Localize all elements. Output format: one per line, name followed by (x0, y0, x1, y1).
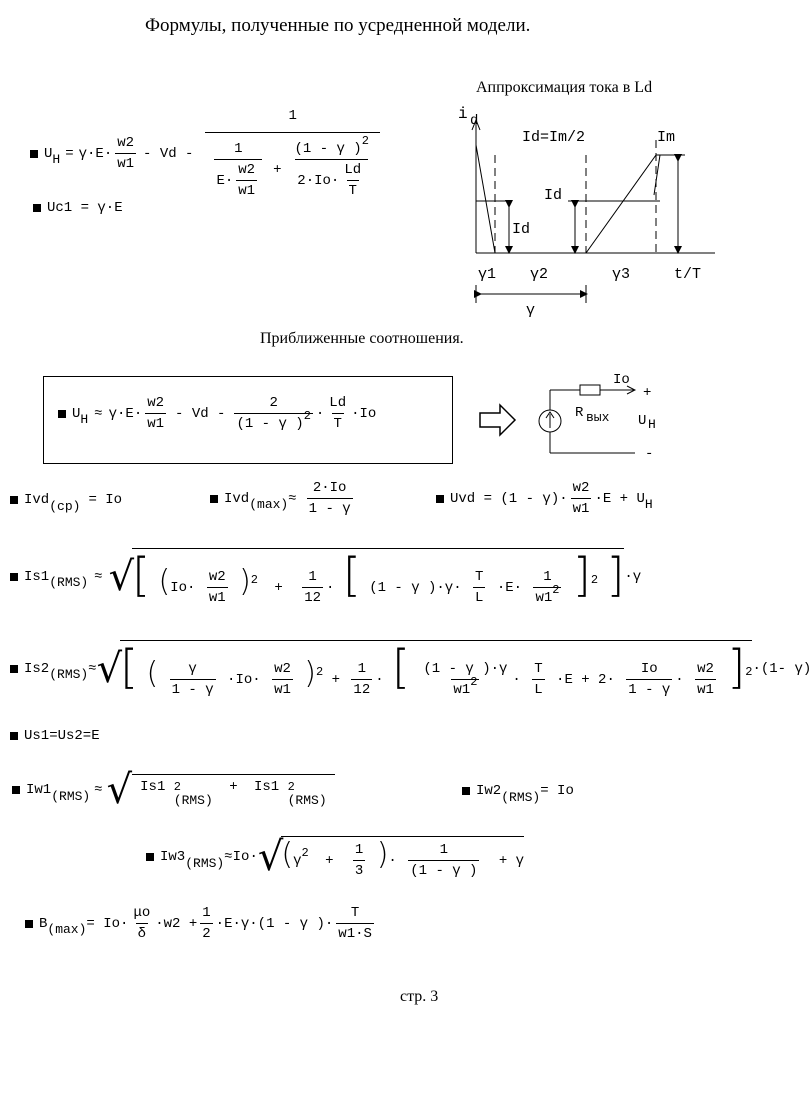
bullet-icon (25, 920, 33, 928)
svg-text:Id: Id (512, 221, 531, 238)
bullet-icon (10, 573, 18, 581)
formula-ivd-cp: Ivd (cp) = Io (10, 492, 122, 508)
bullet-icon (33, 204, 41, 212)
svg-text:γ3: γ3 (612, 266, 631, 283)
svg-text:Im: Im (657, 129, 676, 146)
bullet-icon (10, 665, 18, 673)
svg-text:i: i (458, 105, 468, 123)
formula-is1: Is1 (RMS) ≈ √ [ (Io· $\frac{w2}{w1}$ )2 + $\frac{1}{12}$ · [ (1 - γ )·γ· $\frac{T}{L}$ ·E· $\frac{1}{w12}$ ]2 ] ·γ (10, 548, 641, 606)
bullet-icon (30, 150, 38, 158)
approximation-title: Аппроксимация тока в Ld (476, 79, 653, 96)
bullet-icon (436, 495, 444, 503)
svg-text:γ: γ (526, 302, 536, 319)
formula-ivd-max: Ivd (max) ≈ $\frac{2\cdot Io}{1 - \gamma}$ (210, 480, 356, 517)
bullet-icon (12, 786, 20, 794)
svg-text:Io: Io (613, 372, 630, 388)
resistor-icon (580, 385, 600, 395)
equivalent-circuit (535, 368, 715, 463)
right-arrow-icon (478, 403, 518, 437)
svg-text:R: R (575, 405, 584, 421)
formula-bmax: B (max) = Io· $\frac{\mu o}{\delta}$ ·w2 + $\frac{1}{2}$ ·E·γ·(1 - γ )· $\frac{T}{w1\cdot S}$ (25, 905, 377, 942)
formula-is2: Is2 (RMS) ≈ √ [ ( $\frac{\gamma}{1 - \gamma}$ ·Io· $\frac{w2}{w1}$ )2 + $\frac{1}{12}$ · [ $\frac{(1 - \gamma )\cdot\gamma}{w12}$ · $\frac{T}{L}$ ·E + 2· $\frac{Io}{1 - \gamma}$ · $\frac{w2}{w1}$ ]2 ·(1- γ) (10, 640, 811, 698)
svg-text:+: + (643, 385, 652, 401)
formula-us: Us1=Us2=E (10, 728, 100, 744)
bullet-icon (146, 853, 154, 861)
formula-iw2: Iw2 (RMS) = Io (462, 783, 574, 799)
bullet-icon (10, 496, 18, 504)
svg-text:t/T: t/T (674, 266, 702, 283)
svg-text:вых: вых (586, 410, 610, 425)
formula-uc1: Uc1 = γ·E (33, 200, 123, 216)
sqrt-icon: √ (106, 767, 133, 813)
section-title: Приближенные соотношения. (260, 330, 464, 347)
svg-text:H: H (648, 417, 656, 432)
formula-iw3: Iw3 (RMS) ≈Io· √ (γ2 + $\frac{1}{3}$ )· $\frac{1}{(1 - \gamma )}$ + γ (146, 836, 524, 879)
svg-text:d: d (470, 113, 479, 129)
formula-uh-averaged: U H = γ·E· $\frac{w2}{w1}$ - Vd - 1 1 E· $\frac{w2}{w1}$ + (1 - γ )2 2·Io· $\frac{Ld}{T}$ (30, 108, 383, 199)
svg-text:-: - (645, 446, 654, 462)
current-waveform (476, 145, 660, 253)
sqrt-icon: √ (257, 834, 284, 881)
bullet-icon (10, 732, 18, 740)
svg-text:γ2: γ2 (530, 266, 549, 283)
svg-text:U: U (638, 413, 647, 429)
bullet-icon (462, 787, 470, 795)
formula-iw1: Iw1 (RMS) ≈ √ Is1 2 (RMS) + Is1 2 (RMS) (12, 770, 335, 810)
svg-text:γ1: γ1 (478, 266, 497, 283)
svg-text:Id: Id (544, 187, 563, 204)
current-diagram (450, 100, 725, 319)
boxed-formula: U H ≈ γ·E· $\frac{w2}{w1}$ - Vd - $\frac{2}{(1 - \gamma )2}$ · $\frac{Ld}{T}$ ·Io (43, 376, 453, 464)
formula-uvd: Uvd = (1 - γ)· $\frac{w2}{w1}$ ·E + U H (436, 480, 653, 517)
bullet-icon (210, 495, 218, 503)
sqrt-icon: √ (96, 645, 123, 692)
bullet-icon (58, 410, 66, 418)
page-number: стр. 3 (400, 988, 439, 1005)
svg-text:Id=Im/2: Id=Im/2 (522, 129, 586, 146)
sqrt-icon: √ (108, 553, 135, 600)
page-title: Формулы, полученные по усредненной модели. (145, 15, 531, 36)
